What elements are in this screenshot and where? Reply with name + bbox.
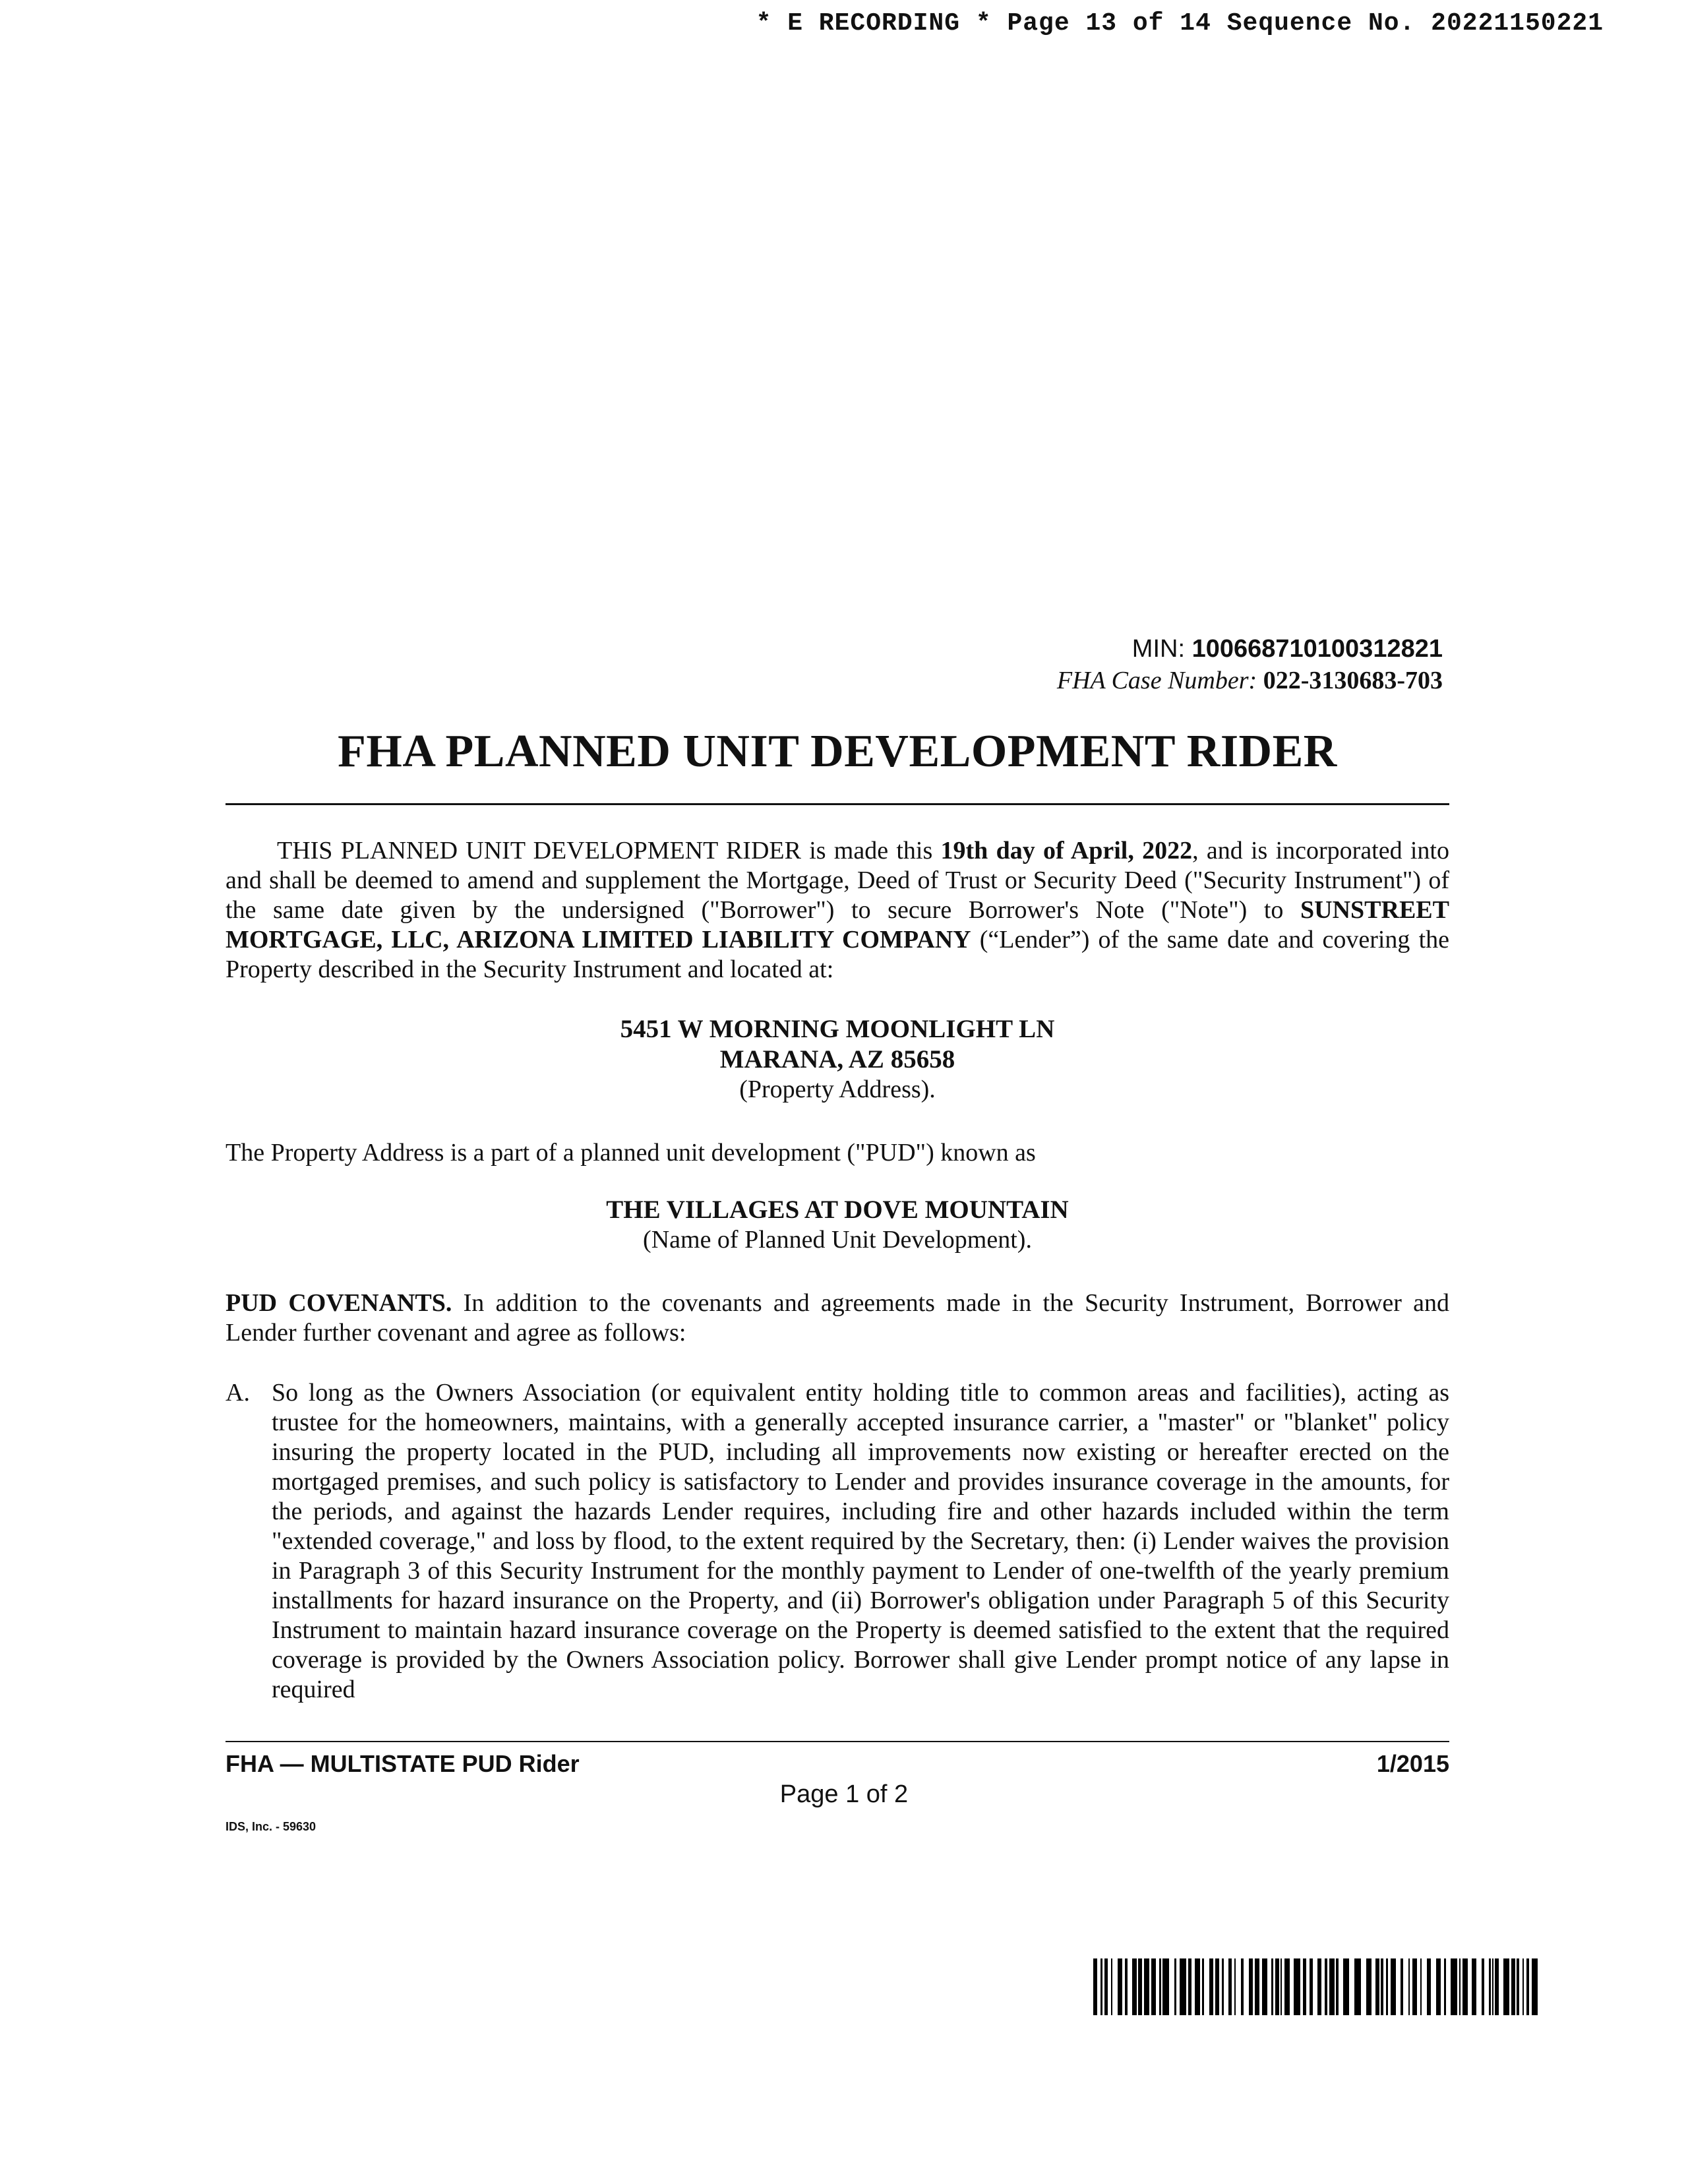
min-line [1057,633,1443,665]
barcode-bar [1459,1958,1461,2015]
barcode-bar [1482,1958,1484,2015]
covenant-item-a [226,1378,1449,1705]
item-a-text: So long as the Owners Association (or equivalent entity holding title to common areas and facilities), acting as trustee for the homeowners, maintains, with a generally accepted insurance carrier, a "master" or "blanket" policy insuring the property located in the PUD, including all improvements now existing or hereafter erected on the mortgaged premises, and such policy is satisfactory to Lender and provides insurance coverage in the amounts, for the periods, and against the hazards Lender requires, including fire and other hazards included within the term "extended coverage," and loss by flood, to the extent required by the Secretary, then: (i) Lender waives the provision in Paragraph 3 of this Security Instrument for the monthly payment to Lender of one-twelfth of the yearly premium installments for hazard insurance on the Property, and (ii) Borrower's obligation under Paragraph 5 of this Security Instrument to maintain hazard insurance coverage on the Property is deemed satisfied to the extent that the required coverage is provided by the Owners Association policy. Borrower shall give Lender prompt notice of any lapse in required [272,1379,1449,1703]
barcode-bar [1303,1958,1306,2015]
barcode-bar [1444,1958,1446,2015]
rider-date: 19th day of April, 2022 [940,837,1193,864]
barcode-bar [1151,1958,1156,2015]
title-divider [226,803,1449,805]
barcode-bar [1381,1958,1383,2015]
property-address-block [226,1014,1449,1105]
pud-caption: (Name of Planned Unit Development). [643,1226,1032,1254]
barcode-bar [1408,1958,1410,2015]
fha-case-value: 022-3130683-703 [1263,667,1443,694]
barcode-bar [1138,1958,1142,2015]
barcode-bar [1275,1958,1279,2015]
footer-divider [226,1741,1449,1742]
barcode-bar [1310,1958,1313,2015]
pud-covenants-paragraph [226,1289,1449,1348]
barcode-bar [1188,1958,1191,2015]
barcode-bar [1281,1958,1282,2015]
barcode-bar [1420,1958,1422,2015]
barcode-bar [1255,1958,1259,2015]
property-caption: (Property Address). [739,1076,936,1103]
form-date: 1/2015 [1376,1750,1449,1777]
barcode-bar [1492,1958,1493,2015]
barcode-bar [1354,1958,1361,2015]
pud-intro: The Property Address is a part of a planned unit development ("PUD") known as [226,1139,1036,1167]
property-line-1: 5451 W MORNING MOONLIGHT LN [620,1015,1055,1043]
barcode-bar [1329,1958,1335,2015]
barcode-bar [1132,1958,1137,2015]
barcode-bar [1104,1958,1108,2015]
lender-name: SUNSTREET MORTGAGE, LLC, ARIZONA LIMITED LIABILITY COMPANY [226,896,1449,954]
barcode-bar [1317,1958,1321,2015]
barcode-bar [1532,1958,1538,2015]
barcode-bar [1343,1958,1349,2015]
barcode-bar [1412,1958,1417,2015]
barcode-bar [1249,1958,1253,2015]
barcode-bar [1202,1958,1204,2015]
barcode-bar [1472,1958,1476,2015]
barcode-bar [1271,1958,1273,2015]
barcode-bar [1174,1958,1176,2015]
document-title: FHA PLANNED UNIT DEVELOPMENT RIDER [338,726,1337,777]
recording-header: * E RECORDING * Page 13 of 14 Sequence No. 20221150221 [756,9,1604,38]
barcode-bar [1325,1958,1327,2015]
pud-name: THE VILLAGES AT DOVE MOUNTAIN [606,1196,1069,1224]
barcode-image [1093,1958,1542,2015]
barcode-bar [1262,1958,1267,2015]
barcode-bar [1495,1958,1499,2015]
intro-text-1: THIS PLANNED UNIT DEVELOPMENT RIDER is made this [277,837,941,864]
intro-text-2: , and is incorporated into and shall be deemed to amend and supplement the Mortgage, Deed of Trust or Security Deed ("Security Instrument") of the same date given by the undersigned ("Borrower") to secure Borrower's Note ("Note") to [226,837,1449,924]
barcode-bar [1294,1958,1300,2015]
barcode-bar [1451,1958,1457,2015]
barcode-bar [1228,1958,1232,2015]
barcode-bar [1100,1958,1102,2015]
barcode-bar [1436,1958,1441,2015]
barcode-bar [1511,1958,1515,2015]
pud-name-block [226,1195,1449,1255]
vendor-code: IDS, Inc. - 59630 [226,1820,316,1833]
barcode-bar [1391,1958,1396,2015]
barcode-bar [1489,1958,1491,2015]
min-value: 100668710100312821 [1191,635,1443,663]
barcode-bar [1195,1958,1200,2015]
page-number: Page 1 of 2 [779,1780,909,1808]
barcode-bar [1215,1958,1219,2015]
barcode-bar [1401,1958,1403,2015]
intro-text-3: (“Lender”) of the same date and covering the Property described in the Security Instrument and located at: [226,926,1449,983]
covenants-heading: PUD COVENANTS. [226,1289,452,1317]
barcode-bar [1180,1958,1186,2015]
barcode-bar [1503,1958,1509,2015]
intro-paragraph [226,836,1449,985]
barcode-bar [1144,1958,1149,2015]
barcode-bar [1162,1958,1169,2015]
barcode-bar [1284,1958,1290,2015]
barcode-bar [1366,1958,1372,2015]
barcode-bar [1386,1958,1388,2015]
barcode-bar [1427,1958,1431,2015]
barcode-bar [1209,1958,1213,2015]
barcode-bar [1517,1958,1519,2015]
identifier-block [1057,633,1443,696]
form-name: FHA — MULTISTATE PUD Rider [226,1750,580,1777]
barcode-bar [1526,1958,1529,2015]
barcode-bar [1336,1958,1339,2015]
barcode-bar [1522,1958,1524,2015]
barcode-bar [1118,1958,1122,2015]
barcode-bar [1125,1958,1128,2015]
item-a-letter: A. [226,1379,250,1407]
barcode-bar [1222,1958,1224,2015]
min-label: MIN: [1131,635,1186,663]
barcode-bar [1375,1958,1379,2015]
fha-case-line [1057,665,1443,696]
covenants-text: In addition to the covenants and agreements made in the Security Instrument, Borrower and Lender further covenant and agree as follows: [226,1289,1449,1347]
barcode-bar [1159,1958,1161,2015]
barcode-bar [1234,1958,1236,2015]
barcode-bar [1093,1958,1097,2015]
barcode-bar [1462,1958,1468,2015]
barcode-bar [1241,1958,1244,2015]
fha-case-label: FHA Case Number: [1056,667,1257,694]
property-line-2: MARANA, AZ 85658 [719,1045,955,1074]
barcode-bar [1111,1958,1112,2015]
